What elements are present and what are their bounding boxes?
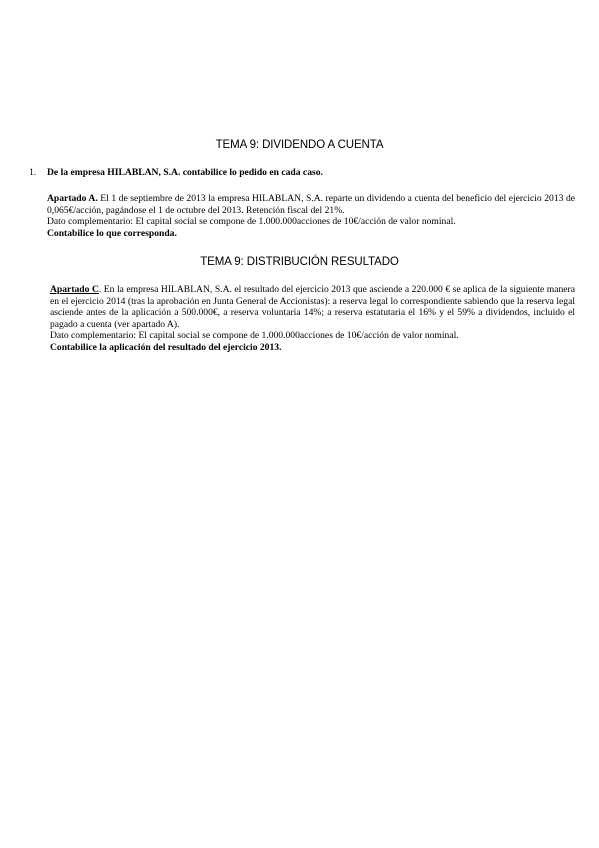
apartado-a-block [47, 193, 575, 239]
apartado-a-body: El 1 de septiembre de 2013 la empresa HILABLAN, S.A. reparte un dividendo a cuenta del beneficio del ejercicio 2013 de 0,065€/acción, pagándose el 1 de octubre del 2013. Retención fiscal del 21%. [47, 193, 575, 216]
apartado-a-instruction: Contabilice lo que corresponda. [47, 227, 177, 239]
apartado-c-label: Apartado C [50, 284, 99, 295]
apartado-a-paragraph [47, 193, 575, 216]
apartado-c-instruction: Contabilice la aplicación del resultado del ejercicio 2013. [50, 341, 282, 353]
section-heading-distribucion: TEMA 9: DISTRIBUCIÓN RESULTADO [200, 256, 399, 268]
question-line [29, 167, 323, 178]
apartado-a-label: Apartado A. [47, 193, 98, 204]
apartado-c-paragraph [50, 284, 575, 330]
question-text: De la empresa HILABLAN, S.A. contabilice lo pedido en cada caso. [47, 167, 323, 178]
apartado-a-dato: Dato complementario: El capital social se compone de 1.000.000acciones de 10€/acción de valor nominal. [47, 216, 456, 228]
apartado-c-dato: Dato complementario: El capital social se compone de 1.000.000acciones de 10€/acción de valor nominal. [50, 330, 459, 342]
apartado-c-body: . En la empresa HILABLAN, S.A. el resultado del ejercicio 2013 que asciende a 220.000 € se aplica de la siguiente manera en el ejercicio 2014 (tras la aprobación en Junta General de Accionistas): a reserva legal lo correspondiente sabiendo que la reserva legal asciende antes de la aplicación a 500.000€, a reserva voluntaria 14%; a reserva estatutaria el 16% y el 59% a dividendos, incluido el pagado a cuenta (ver apartado A). [50, 284, 575, 330]
question-number: 1. [29, 167, 37, 178]
apartado-c-block [50, 284, 575, 354]
section-heading-dividendo: TEMA 9: DIVIDENDO A CUENTA [215, 139, 384, 151]
